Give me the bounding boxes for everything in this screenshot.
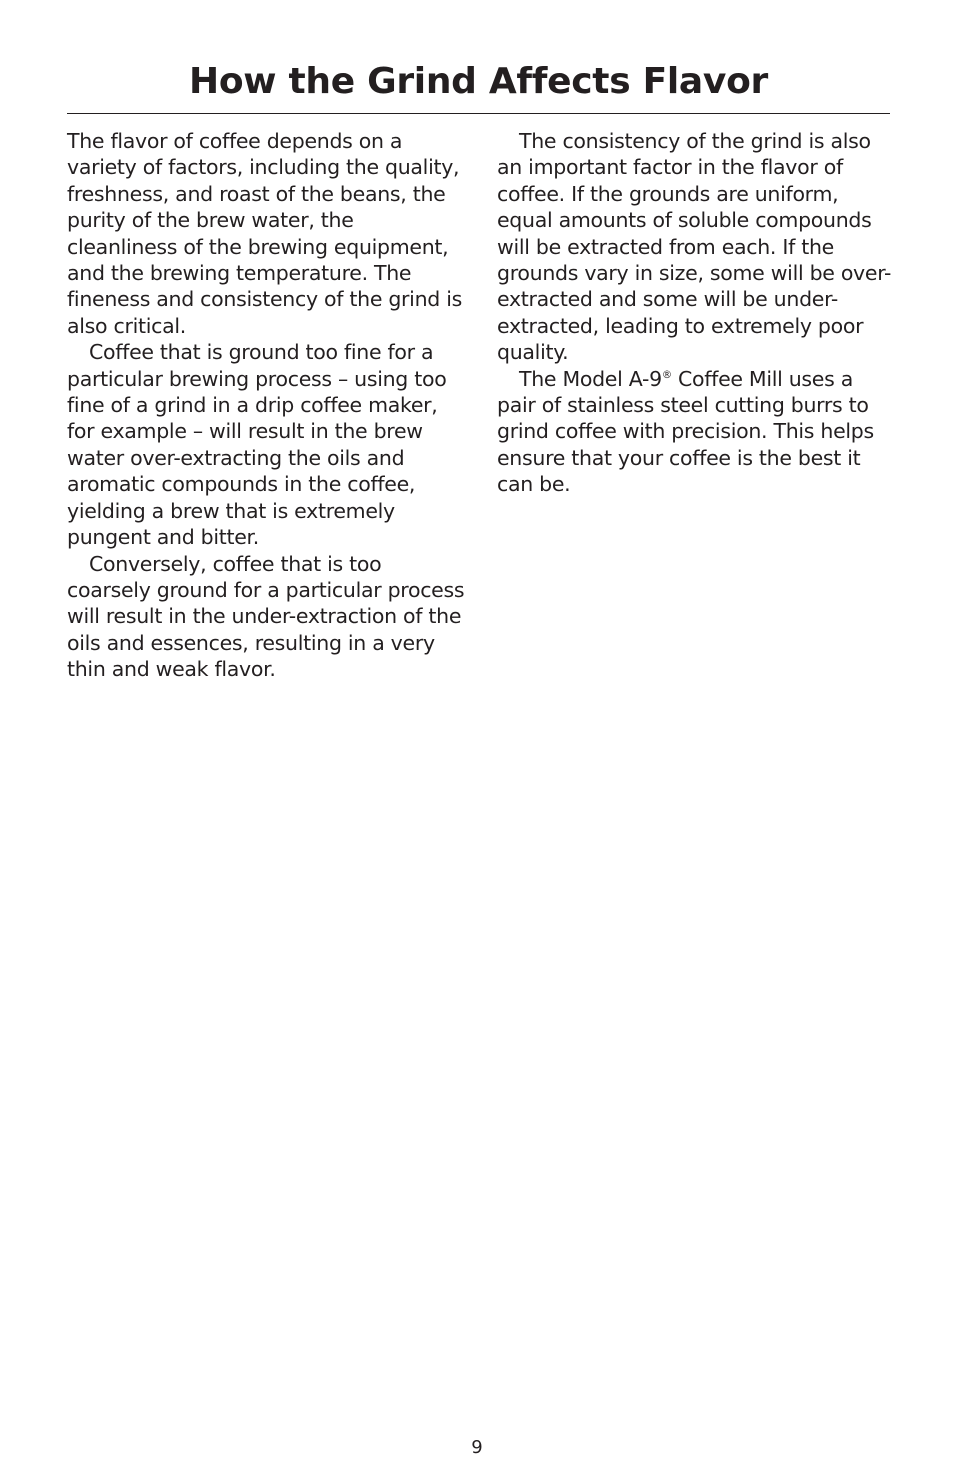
paragraph-too-fine: Coffee that is ground too fine for a particular brewing process – using too fine of a grind in a drip coffee maker, for example – will result in the brew water over-extracting the oils and aromatic compounds in the coffee, yielding a brew that is extremely pungent and bitter. xyxy=(67,340,447,550)
registered-mark: ® xyxy=(661,368,672,381)
right-column xyxy=(497,128,892,498)
model-name-text: The Model A-9 xyxy=(519,366,662,391)
paragraph-grind-consistency: The consistency of the grind is also an important factor in the flavor of coffee. If the grounds are uniform, equal amounts of soluble compounds will be extracted from each. If the grounds vary in size, some will be over-extracted and some will be under-extracted, leading to extremely poor quality. xyxy=(497,129,892,365)
paragraph-too-coarse: Conversely, coffee that is too coarsely ground for a particular process will result in the under-extraction of the oils and essences, resulting in a very thin and weak flavor. xyxy=(67,551,465,682)
page-number: 9 xyxy=(471,1437,483,1458)
mill-description-text: Coffee Mill uses a pair of stainless steel cutting burrs to grind coffee with precision. This helps ensure that your coffee is the best it can be. xyxy=(497,366,874,497)
left-column xyxy=(67,128,467,683)
paragraph-coffee-mill xyxy=(497,366,892,498)
paragraph-flavor-factors: The flavor of coffee depends on a variety of factors, including the quality, freshness, and roast of the beans, the purity of the brew water, the cleanliness of the brewing equipment, and the brewing temperature. The fineness and consistency of the grind is also critical. xyxy=(67,129,462,338)
title-divider xyxy=(67,113,890,114)
page-title: How the Grind Affects Flavor xyxy=(189,61,768,102)
